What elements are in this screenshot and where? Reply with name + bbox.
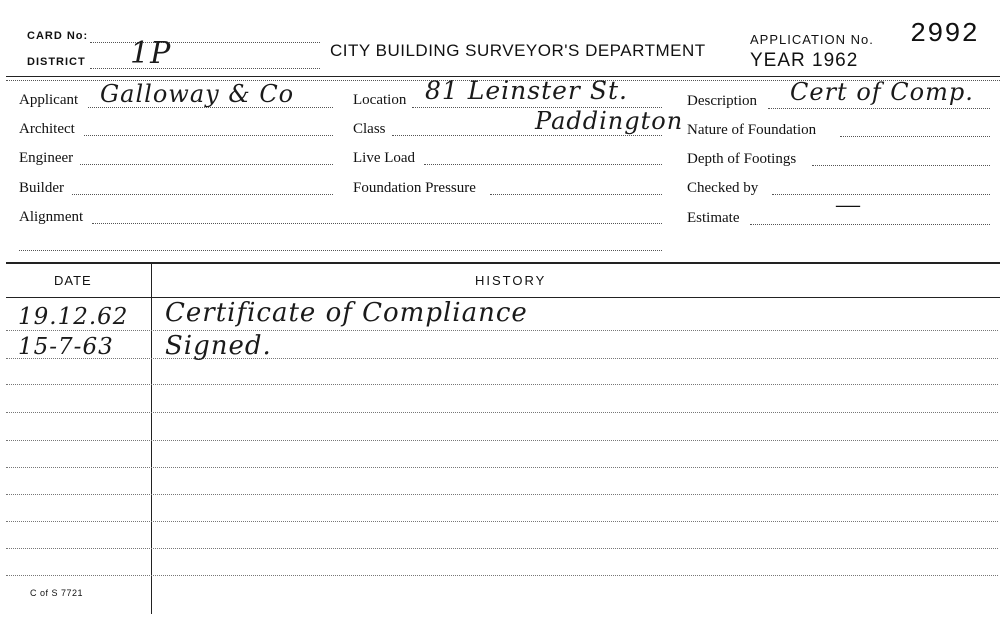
- engineer-line: [80, 164, 333, 165]
- history-entry-date: 19.12.62: [18, 304, 129, 330]
- description-line: [768, 108, 990, 109]
- ruled-line: [6, 467, 998, 468]
- table-top-rule: [6, 262, 1000, 264]
- engineer-label: Engineer: [19, 150, 74, 166]
- applicant-value: Galloway & Co: [100, 80, 295, 108]
- location-value: 81 Leinster St.: [425, 76, 628, 105]
- history-entry-text: Certificate of Compliance: [165, 298, 528, 328]
- ruled-line: [6, 494, 998, 495]
- card-no-line: [90, 42, 320, 43]
- live-load-label: Live Load: [353, 150, 416, 166]
- extra-line: [19, 250, 662, 251]
- date-column-divider: [151, 262, 152, 614]
- description-label: Description: [687, 93, 757, 109]
- builder-line: [72, 194, 333, 195]
- history-entry-date: 15-7-63: [18, 334, 114, 360]
- architect-line: [84, 135, 333, 136]
- foundation-pressure-line: [490, 194, 662, 195]
- ruled-line: [6, 358, 998, 359]
- estimate-line: [750, 224, 990, 225]
- card-no-label: CARD No:: [27, 30, 89, 42]
- alignment-label: Alignment: [19, 209, 84, 225]
- applicant-label: Applicant: [19, 92, 79, 108]
- checked-line: [772, 194, 990, 195]
- ruled-line: [6, 548, 998, 549]
- department-title: CITY BUILDING SURVEYOR'S DEPARTMENT: [330, 41, 706, 60]
- estimate-value: —: [836, 192, 860, 218]
- class-line: [392, 135, 662, 136]
- live-load-line: [424, 164, 662, 165]
- architect-label: Architect: [19, 121, 75, 137]
- year-label: YEAR 1962: [750, 50, 859, 71]
- district-line: [90, 68, 320, 69]
- application-label: APPLICATION No.: [750, 32, 874, 47]
- checked-by-label: Checked by: [687, 180, 759, 196]
- ruled-line: [6, 521, 998, 522]
- location-label: Location: [353, 92, 407, 108]
- district-label: DISTRICT: [27, 56, 86, 68]
- foundation-pressure-label: Foundation Pressure: [353, 180, 476, 196]
- depth-of-footings-label: Depth of Footings: [687, 151, 797, 167]
- history-entry-text: Signed.: [165, 331, 272, 361]
- district-value: 1P: [130, 36, 172, 71]
- description-value: Cert of Comp.: [790, 78, 974, 106]
- history-column-header: HISTORY: [475, 273, 547, 288]
- application-number: 2992: [910, 20, 979, 50]
- estimate-label: Estimate: [687, 210, 740, 226]
- nature-of-foundation-label: Nature of Foundation: [687, 122, 817, 138]
- class-value: Paddington: [535, 107, 684, 135]
- alignment-line: [92, 223, 662, 224]
- ruled-line: [6, 384, 998, 385]
- class-label: Class: [353, 121, 386, 137]
- ruled-line: [6, 330, 998, 331]
- date-column-header: DATE: [54, 273, 92, 288]
- depth-line: [812, 165, 990, 166]
- form-code: C of S 7721: [30, 588, 84, 598]
- ruled-line: [6, 412, 998, 413]
- ruled-line: [6, 575, 998, 576]
- nature-line: [840, 136, 990, 137]
- ruled-line: [6, 440, 998, 441]
- builder-label: Builder: [19, 180, 64, 196]
